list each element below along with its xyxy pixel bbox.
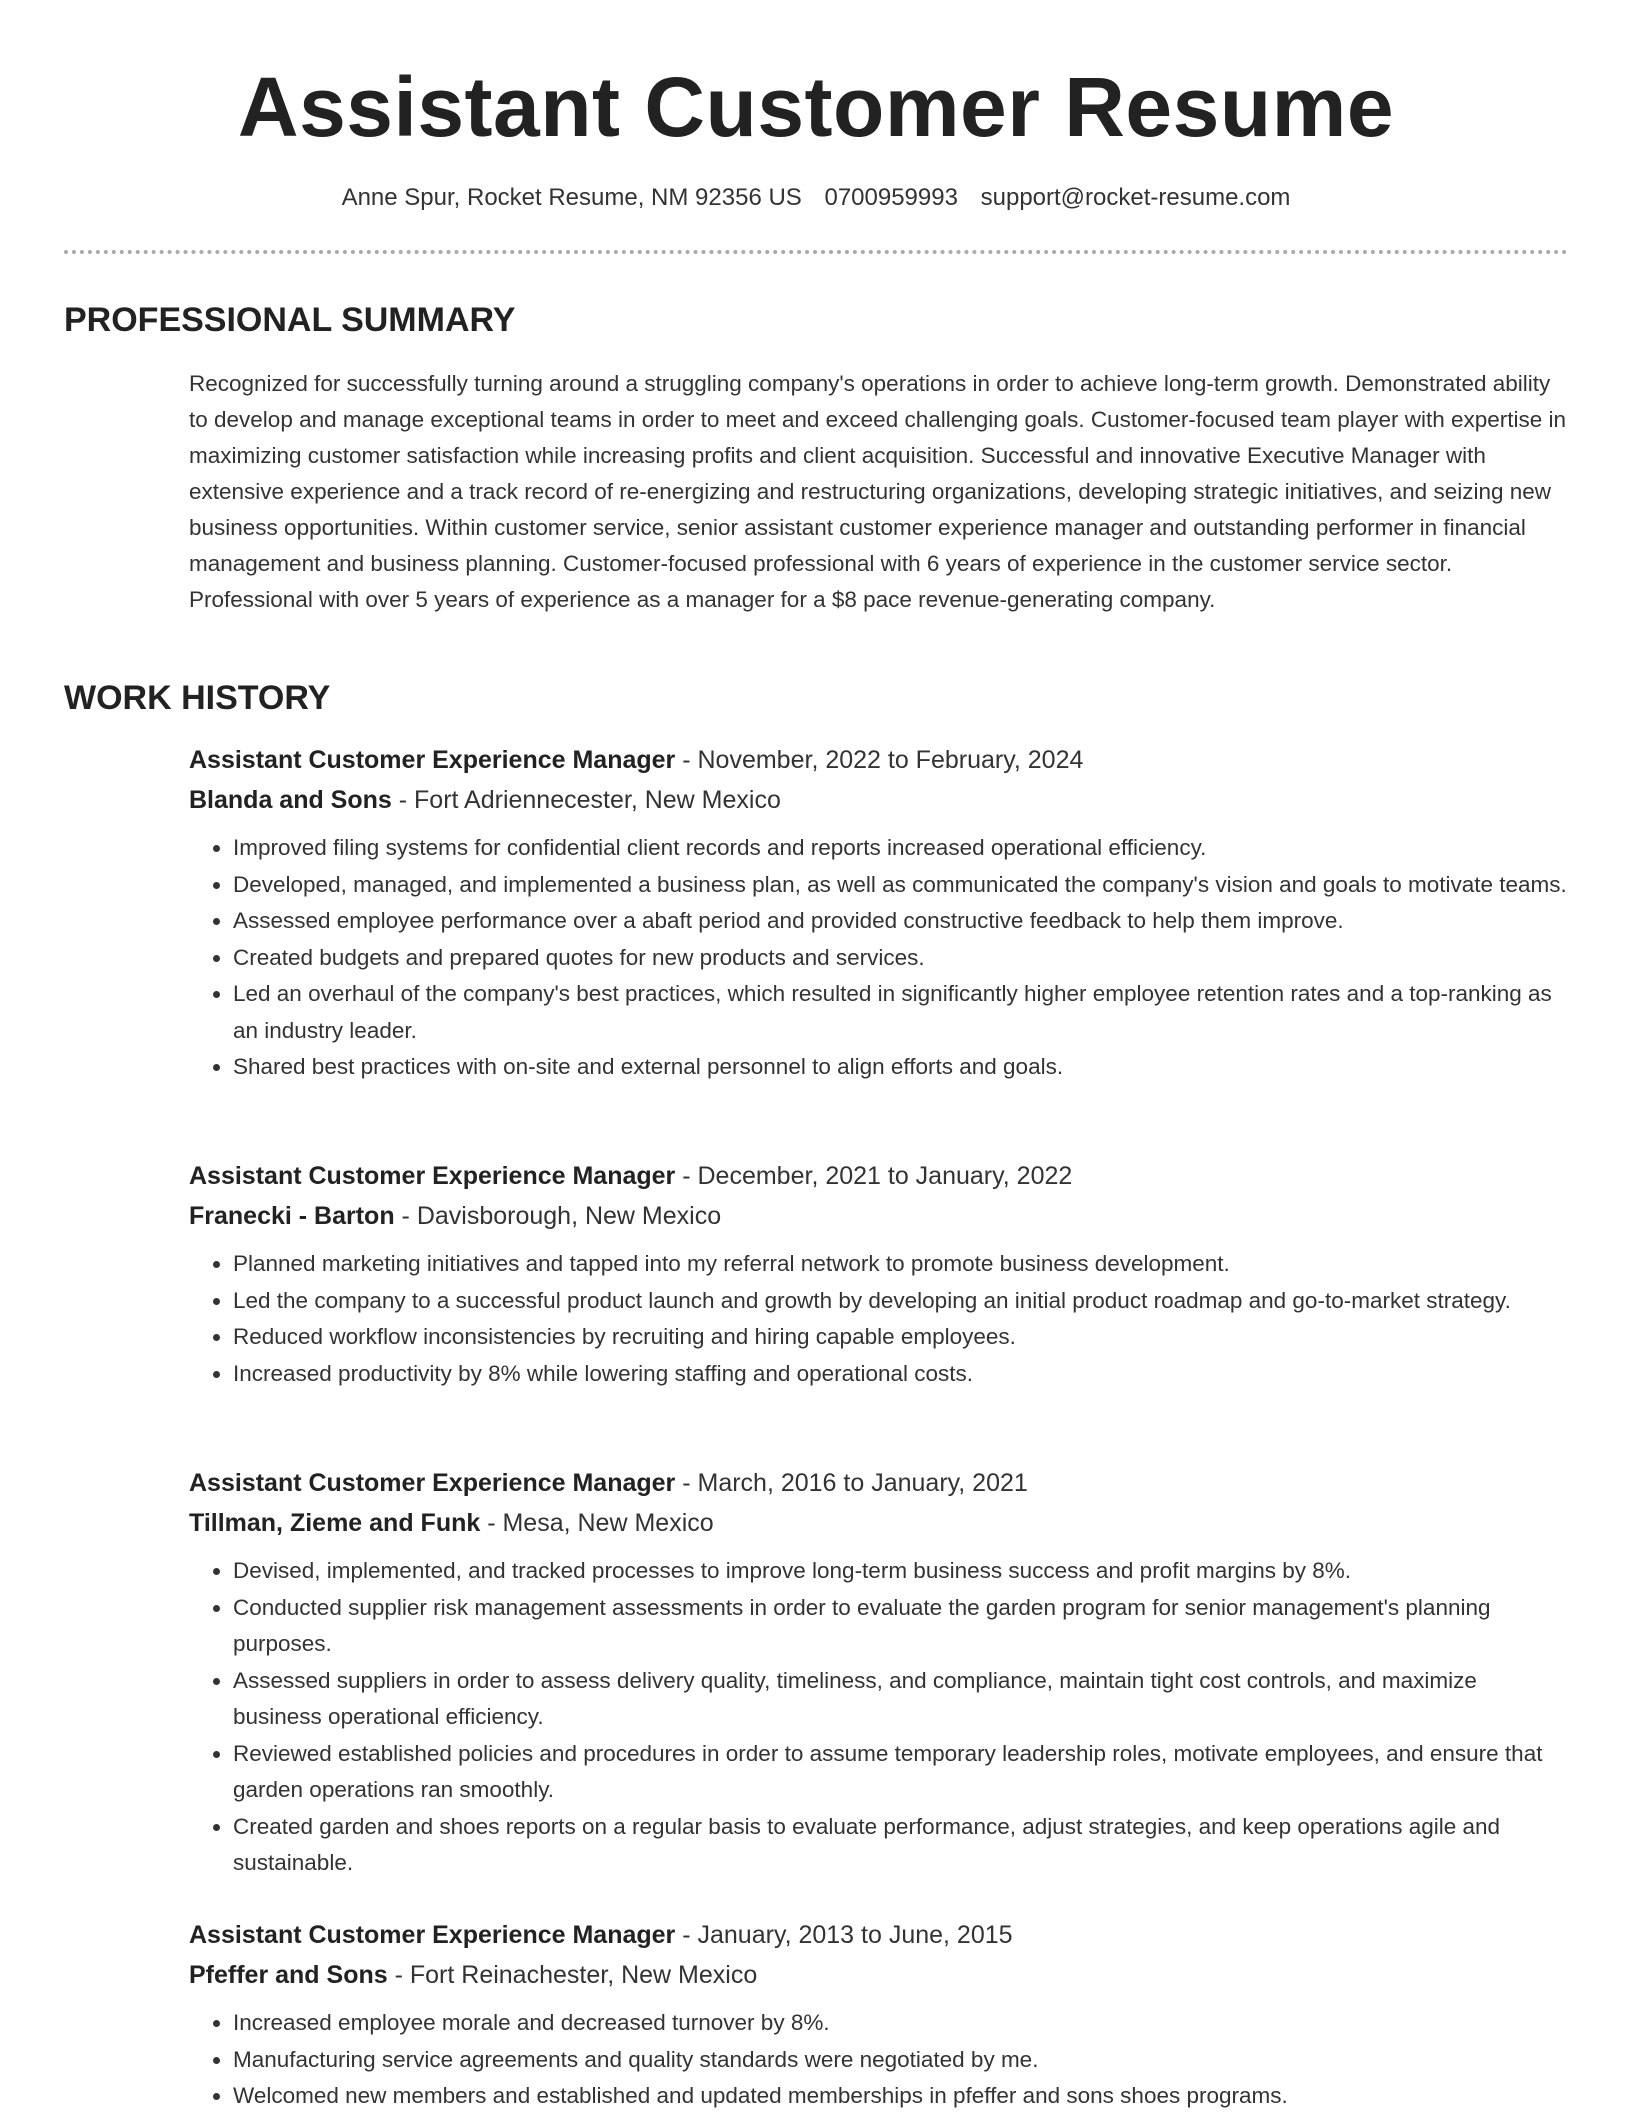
job-title: Assistant Customer Experience Manager (189, 746, 676, 774)
summary-text: Recognized for successfully turning around a struggling company's operations in order to achieve long-term growth. Demonstrated ability to develop and manage exceptional teams in order to meet and exceed challenging goals. Customer-focused team player with expertise in maximizing customer satisfaction while increasing profits and client acquisition. Successful and innovative Executive Manager with extensive experience and a track record of re-energizing and restructuring organizations, developing strategic initiatives, and seizing new business opportunities. Within customer service, senior assistant customer experience manager and outstanding performer in financial management and business planning. Customer-focused professional with 6 years of experience in the customer service sector. Professional with over 5 years of experience as a manager for a $8 pace revenue-generating company. (189, 371, 1567, 612)
job-title-line (189, 1156, 1569, 1196)
job-bullet: • Developed, managed, and implemented a business plan, as well as communicated the company's vision and goals to motivate teams. (233, 867, 1569, 904)
job-bullet: • Led an overhaul of the company's best practices, which resulted in significantly higher employee retention rates and a top-ranking as an industry leader. (233, 976, 1569, 1049)
job-entry (189, 1463, 1569, 1882)
job-dates: - November, 2022 to February, 2024 (675, 746, 1084, 774)
job-bullet: • Manufacturing service agreements and quality standards were negotiated by me. (233, 2042, 1569, 2079)
job-bullet: • Conducted supplier risk management assessments in order to evaluate the garden program for senior management's planning purposes. (233, 1590, 1569, 1663)
job-company: Pfeffer and Sons (189, 1961, 388, 1989)
job-company-line (189, 1196, 1569, 1236)
job-location: - Fort Reinachester, New Mexico (387, 1961, 758, 1989)
job-bullets (189, 1553, 1569, 1882)
job-title-line (189, 740, 1569, 780)
job-company-line (189, 780, 1569, 820)
job-bullet: • Shared best practices with on-site and external personnel to align efforts and goals. (233, 1049, 1569, 1086)
job-bullet: • Increased productivity by 8% while lowering staffing and operational costs. (233, 1356, 1569, 1393)
job-company-line (189, 1503, 1569, 1543)
job-company: Franecki - Barton (189, 1202, 395, 1230)
job-title-line (189, 1915, 1569, 1955)
job-company: Tillman, Zieme and Funk (189, 1509, 481, 1537)
job-location: - Davisborough, New Mexico (394, 1202, 722, 1230)
job-entry (189, 1156, 1569, 1392)
job-title: Assistant Customer Experience Manager (189, 1162, 676, 1190)
job-title-line (189, 1463, 1569, 1503)
contact-line (0, 180, 1632, 216)
contact-phone: 0700959993 (824, 184, 958, 211)
job-company-line (189, 1955, 1569, 1995)
job-dates: - December, 2021 to January, 2022 (675, 1162, 1073, 1190)
job-bullet: • Assessed suppliers in order to assess delivery quality, timeliness, and compliance, maintain tight cost controls, and maximize business operational efficiency. (233, 1663, 1569, 1736)
job-bullet: • Devised, implemented, and tracked processes to improve long-term business success and profit margins by 8%. (233, 1553, 1569, 1590)
job-bullet: • Led the company to a successful product launch and growth by developing an initial product roadmap and go-to-market strategy. (233, 1283, 1569, 1320)
job-title: Assistant Customer Experience Manager (189, 1469, 676, 1497)
job-location: - Mesa, New Mexico (480, 1509, 714, 1537)
contact-email: support@rocket-resume.com (980, 184, 1291, 211)
header-divider (64, 250, 1568, 254)
work-history-heading: WORK HISTORY (64, 679, 331, 717)
job-bullets (189, 830, 1569, 1086)
job-bullet: • Assessed employee performance over a abaft period and provided constructive feedback to help them improve. (233, 903, 1569, 940)
job-bullet: • Improved filing systems for confidential client records and reports increased operational efficiency. (233, 830, 1569, 867)
job-dates: - March, 2016 to January, 2021 (675, 1469, 1028, 1497)
job-bullet: • Created budgets and prepared quotes for new products and services. (233, 940, 1569, 977)
job-entry (189, 740, 1569, 1086)
job-bullets (189, 1246, 1569, 1392)
job-bullet: • Reduced workflow inconsistencies by recruiting and hiring capable employees. (233, 1319, 1569, 1356)
job-entry (189, 1915, 1569, 2112)
job-title: Assistant Customer Experience Manager (189, 1921, 676, 1949)
job-bullet: • Reviewed established policies and procedures in order to assume temporary leadership roles, motivate employees, and ensure that garden operations ran smoothly. (233, 1736, 1569, 1809)
resume-title: Assistant Customer Resume (237, 60, 1395, 154)
job-bullets (189, 2005, 1569, 2112)
job-bullet: • Increased employee morale and decreased turnover by 8%. (233, 2005, 1569, 2042)
job-company: Blanda and Sons (189, 786, 392, 814)
summary-heading: PROFESSIONAL SUMMARY (64, 301, 516, 339)
job-bullet: • Planned marketing initiatives and tapped into my referral network to promote business development. (233, 1246, 1569, 1283)
job-bullet: • Created garden and shoes reports on a regular basis to evaluate performance, adjust strategies, and keep operations agile and sustainable. (233, 1809, 1569, 1882)
job-dates: - January, 2013 to June, 2015 (675, 1921, 1013, 1949)
job-location: - Fort Adriennecester, New Mexico (391, 786, 781, 814)
contact-address: Anne Spur, Rocket Resume, NM 92356 US (341, 184, 802, 211)
job-bullet: • Welcomed new members and established and updated memberships in pfeffer and sons shoes programs. (233, 2078, 1569, 2112)
